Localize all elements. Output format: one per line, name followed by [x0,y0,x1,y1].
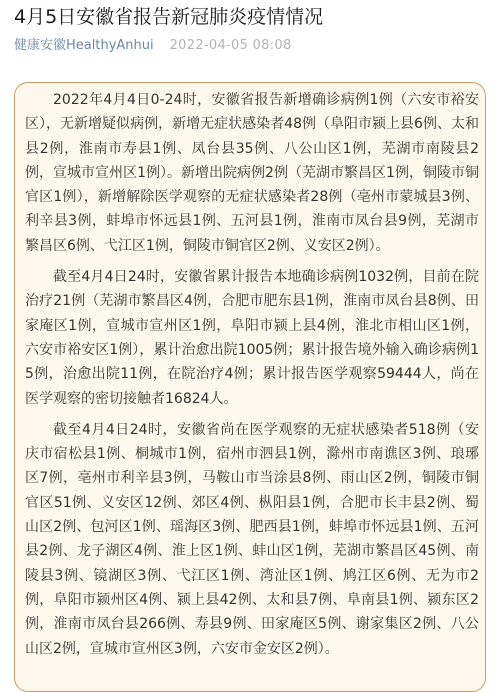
article-meta [14,37,292,55]
source-account-link[interactable]: 健康安徽HealthyAnhui [14,38,154,53]
paragraph-cumulative-cases: 截至4月4日24时，安徽省累计报告本地确诊病例1032例，目前在院治疗21例（芜湖市繁昌区4例，合肥市肥东县1例，淮南市凤台县8例、田家庵区1例，宣城市宣州区1例，阜阳市颍上县4例，淮北市相山区1例，六安市裕安区1例），累计治愈出院1005例；累计报告境外输入确诊病例15例，治愈出院11例，在院治疗4例；累计报告医学观察59444人，尚在医学观察的密切接触者16824人。 [25,269,479,407]
report-card [14,82,486,692]
paragraph-new-cases: 2022年4月4日0-24时，安徽省报告新增确诊病例1例（六安市裕安区），无新增疑似病例，新增无症状感染者48例（阜阳市颍上县6例、太和县2例，淮南市寿县1例、凤台县35例、八公山区1例，芜湖市南陵县2例，宣城市宣州区1例）。新增出院病例2例（芜湖市繁昌区1例，铜陵市铜官区1例），新增解除医学观察的无症状感染者28例（亳州市蒙城县3例、利辛县3例，蚌埠市怀远县1例、五河县1例，淮南市凤台县9例，芜湖市繁昌区6例、弋江区1例，铜陵市铜官区2例、义安区2例）。 [25,92,479,254]
publish-date: 2022-04-05 08:08 [169,38,292,53]
paragraph-asymptomatic: 截至4月4日24时，安徽省尚在医学观察的无症状感染者518例（安庆市宿松县1例、桐城市1例，宿州市泗县1例，滁州市南谯区3例、琅琊区7例，亳州市利辛县3例，马鞍山市当涂县8例、雨山区2例，铜陵市铜官区51例、义安区12例、郊区4例、枞阳县1例，合肥市长丰县2例、蜀山区2例、包河区1例、瑶海区3例、肥西县1例，蚌埠市怀远县1例、五河县2例、龙子湖区4例、淮上区1例、蚌山区1例，芜湖市繁昌区45例、南陵县3例、镜湖区3例、弋江区1例、湾沚区1例、鸠江区6例、无为市2例，阜阳市颍州区4例、颍上县42例、太和县7例、阜南县1例、颍东区2例，淮南市凤台县266例、寿县9例、田家庵区5例、谢家集区2例、八公山区2例，宣城市宣州区3例，六安市金安区2例）。 [25,421,479,657]
article-title: 4月5日安徽省报告新冠肺炎疫情情况 [14,6,324,28]
